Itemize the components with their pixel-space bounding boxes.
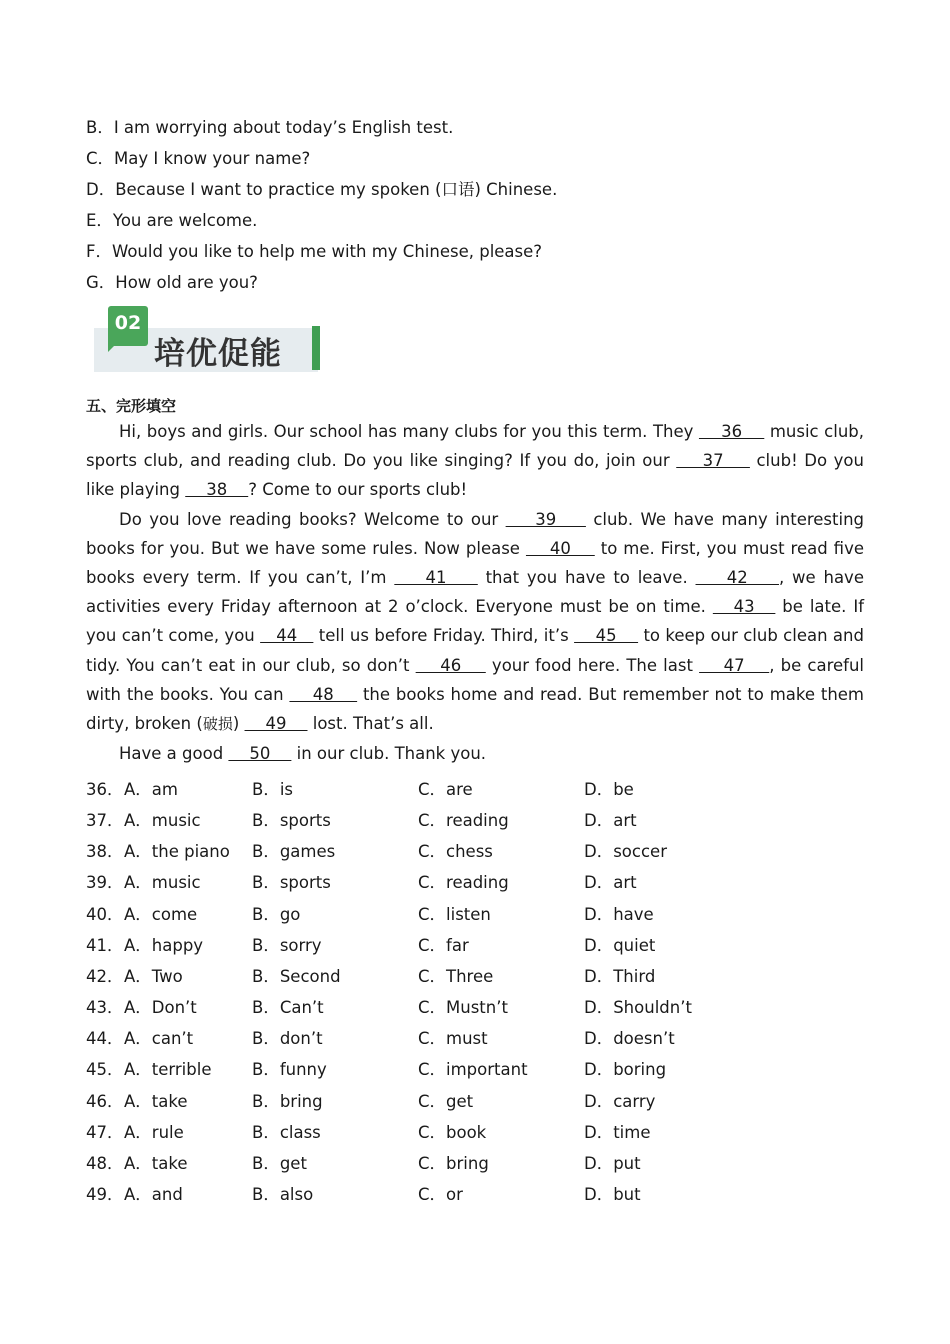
option-b: B．Can’t <box>252 998 324 1018</box>
option-a: A．happy <box>124 935 204 955</box>
question-number: 39． <box>86 873 124 893</box>
passage-text: club. We have many interesting books for you. But we have some rules. Now please <box>86 509 864 558</box>
option-a: A．Two <box>124 966 183 986</box>
question-number: 45． <box>86 1060 124 1080</box>
question-number: 42． <box>86 966 124 986</box>
question-number: 38． <box>86 842 124 862</box>
question-number: 43． <box>86 998 124 1018</box>
passage-text: to keep our club clean and tidy. You can’t eat in our club, so don’t <box>86 626 864 675</box>
question-number: 44． <box>86 1029 124 1049</box>
chinese-gloss: 破损 <box>202 715 233 734</box>
option-c: C．far <box>418 935 469 955</box>
option-b: B．funny <box>252 1060 327 1080</box>
passage-text: tell us before Friday. Third, it’s <box>313 626 575 646</box>
cloze-passage <box>86 417 864 768</box>
blank-41: 41 <box>394 568 478 588</box>
blank-43: 43 <box>712 597 776 617</box>
option-c: C．reading <box>418 811 509 831</box>
option-b: B．games <box>252 842 336 862</box>
option-c: C．Three <box>418 966 494 986</box>
passage-text: your food here. The last <box>485 655 700 675</box>
option-d: D．doesn’t <box>584 1029 675 1049</box>
option-c: C．get <box>418 1091 474 1111</box>
section-title: 五、完形填空 <box>86 397 177 415</box>
option-c: C．listen <box>418 904 491 924</box>
option-d: D．art <box>584 811 637 831</box>
option-b: B．don’t <box>252 1029 323 1049</box>
option-b: B．get <box>252 1153 307 1173</box>
option-b: B．sports <box>252 811 331 831</box>
option-a: A．come <box>124 904 198 924</box>
option-d: D．but <box>584 1184 641 1204</box>
option-a: A．Don’t <box>124 998 197 1018</box>
option-d: D．art <box>584 873 637 893</box>
option-d: D．boring <box>584 1060 667 1080</box>
option-f: F．Would you like to help me with my Chinese, please? <box>86 242 543 261</box>
question-number: 36． <box>86 780 124 799</box>
blank-38: 38 <box>185 480 249 500</box>
option-g: G．How old are you? <box>86 273 258 292</box>
option-c: C．are <box>418 780 473 799</box>
passage-text: be late. If you can’t come, you <box>86 597 864 646</box>
speech-bubble-tail <box>108 342 118 352</box>
passage-paragraph-2 <box>86 505 864 740</box>
question-number: 47． <box>86 1122 124 1142</box>
question-number: 48． <box>86 1153 124 1173</box>
blank-45: 45 <box>574 626 639 646</box>
blank-46: 46 <box>415 655 486 675</box>
option-c: C．bring <box>418 1153 489 1173</box>
passage-paragraph-1 <box>86 417 864 505</box>
option-b: B．is <box>252 780 294 799</box>
option-a: A．the piano <box>124 842 230 862</box>
option-c: C．book <box>418 1122 487 1142</box>
blank-50: 50 <box>228 744 292 764</box>
option-d: D．Third <box>584 966 656 986</box>
option-a: A．terrible <box>124 1060 212 1080</box>
passage-text: music club, sports club, and reading club. Do you like singing? If you do, join our <box>86 422 864 471</box>
option-b: B．go <box>252 904 301 924</box>
question-number: 40． <box>86 904 124 924</box>
blank-40: 40 <box>525 538 595 558</box>
blank-37: 37 <box>676 451 750 471</box>
blank-47: 47 <box>699 655 770 675</box>
passage-text: , we have activities every Friday afternoon at 2 o’clock. Everyone must be on time. <box>86 568 864 617</box>
option-e: E．You are welcome. <box>86 211 258 230</box>
option-a: A．rule <box>124 1122 184 1142</box>
option-d: D．be <box>584 780 634 799</box>
option-c: C．must <box>418 1029 488 1049</box>
blank-39: 39 <box>505 509 586 529</box>
passage-text: club! Do you like playing <box>86 451 864 500</box>
option-d: D．Shouldn’t <box>584 998 692 1018</box>
passage-text: in our club. Thank you. <box>291 744 487 764</box>
question-number: 46． <box>86 1091 124 1111</box>
passage-text: to me. First, you must read five books every term. If you can’t, I’m <box>86 538 864 588</box>
option-c: C．chess <box>418 842 493 862</box>
banner-title: 培优促能 <box>154 336 282 372</box>
option-a: A．and <box>124 1184 183 1204</box>
option-b: B．I am worrying about today’s English test. <box>86 118 454 137</box>
option-d: D．carry <box>584 1091 656 1111</box>
section-banner <box>94 306 320 372</box>
option-b: B．also <box>252 1184 314 1204</box>
option-a: A．music <box>124 873 201 893</box>
option-b: B．sorry <box>252 935 322 955</box>
blank-44: 44 <box>260 626 314 646</box>
option-c: C．reading <box>418 873 509 893</box>
passage-text: Have a good <box>119 744 229 764</box>
option-b: B．Second <box>252 966 341 986</box>
passage-text: lost. That’s all. <box>307 714 434 734</box>
passage-text: , be careful with the books. You can <box>86 655 864 704</box>
passage-paragraph-3 <box>86 739 864 768</box>
passage-text: Hi, boys and girls. Our school has many clubs for you this term. They <box>119 422 699 441</box>
option-b: B．class <box>252 1122 321 1142</box>
option-d: D．quiet <box>584 935 656 955</box>
option-a: A．am <box>124 780 178 799</box>
banner-accent-bar <box>312 326 320 370</box>
option-c: C．or <box>418 1184 463 1204</box>
question-number: 49． <box>86 1184 124 1204</box>
passage-text: the books home and read. But remember not to make them dirty, broken ( <box>86 684 865 734</box>
question-number: 41． <box>86 935 124 955</box>
option-c: C．important <box>418 1060 528 1080</box>
passage-text: Do you love reading books? Welcome to our <box>119 509 506 529</box>
question-number: 37． <box>86 811 124 831</box>
blank-36: 36 <box>698 422 765 441</box>
option-d: D．put <box>584 1153 641 1173</box>
passage-text: ? Come to our sports club! <box>248 480 468 500</box>
blank-48: 48 <box>289 684 358 704</box>
option-d: D．Because I want to practice my spoken (口语) Chinese. <box>86 180 558 199</box>
option-b: B．bring <box>252 1091 323 1111</box>
option-a: A．music <box>124 811 201 831</box>
option-c: C．May I know your name? <box>86 149 311 168</box>
option-a: A．can’t <box>124 1029 194 1049</box>
passage-text: that you have to leave. <box>477 568 696 588</box>
option-a: A．take <box>124 1153 188 1173</box>
blank-42: 42 <box>695 568 779 588</box>
blank-49: 49 <box>244 714 308 734</box>
option-d: D．have <box>584 904 654 924</box>
banner-number: 02 <box>114 312 142 334</box>
option-d: D．soccer <box>584 842 667 862</box>
passage-text: ) <box>232 714 245 734</box>
option-d: D．time <box>584 1122 651 1142</box>
option-a: A．take <box>124 1091 188 1111</box>
option-b: B．sports <box>252 873 331 893</box>
option-c: C．Mustn’t <box>418 998 508 1018</box>
